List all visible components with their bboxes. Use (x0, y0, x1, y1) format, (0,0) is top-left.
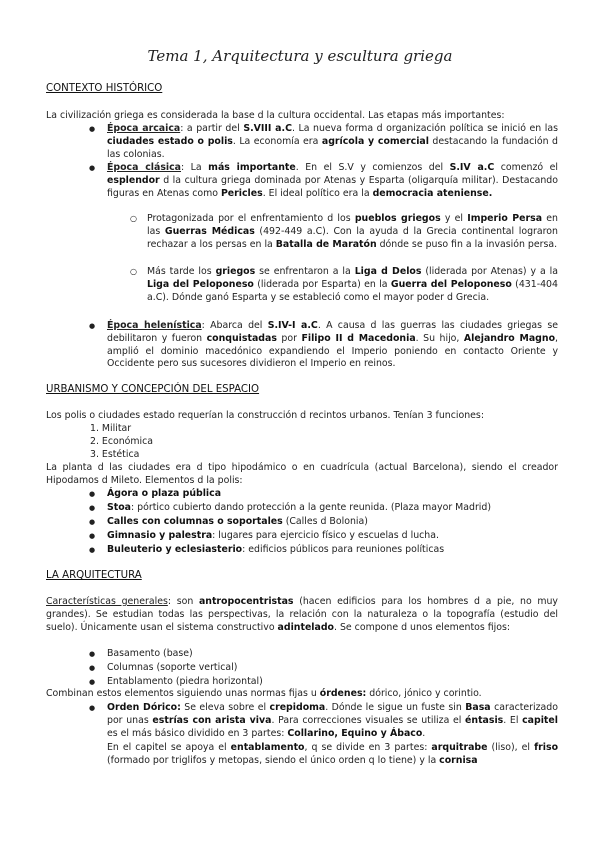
section-heading-contexto: CONTEXTO HISTÓRICO (46, 83, 163, 94)
list-item-epoca-helenistica: ● Época helenística: Abarca del S.IV-I a.C. A causa d las guerras las ciudades griegas se debilitaron y fueron conquistadas por Filipo II d Macedonia. Su hijo, Alejandro Magno, amplió el dominio macedónico expandiendo el Imperio poniendo en contacto Oriente y Occidente pero sus sucesores dividieron el Imperio en reinos. (107, 320, 558, 371)
page-title: Tema 1, Arquitectura y escultura griega (147, 47, 453, 65)
list-item-epoca-arcaica: ● Época arcaica: a partir del S.VIII a.C. La nueva forma d organización política se inició en las ciudades estado o polis. La economía era agrícola y comercial destacando la fundación d las colonias. (107, 123, 558, 161)
section-heading-urbanismo: URBANISMO Y CONCEPCIÓN DEL ESPACIO (46, 384, 260, 395)
sub-item-guerras-medicas: ○ Protagonizada por el enfrentamiento d los pueblos griegos y el Imperio Persa en las Guerras Médicas (492-449 a.C). Con la ayuda d la Grecia continental lograron rechazar a los persas en la Batalla de Maratón dónde se puso fin a la invasión persa. (147, 213, 558, 251)
urbanismo-intro: Los polis o ciudades estado requerían la construcción d recintos urbanos. Tenían 3 funciones: (46, 410, 484, 421)
list-item-calles: ● Calles con columnas o soportales (Calles d Bolonia) (107, 516, 558, 529)
numbered-item-3: 3. Estética (90, 449, 140, 460)
list-item-orden-dorico: ● Orden Dórico: Se eleva sobre el crepidoma. Dónde le sigue un fuste sin Basa caracterizado por unas estrías con arista viva. Para correcciones visuales se utiliza el éntasis. El capitel es el más básico dividido en 3 partes: Collarino, Equino y Ábaco. (107, 702, 558, 740)
numbered-item-2: 2. Económica (90, 436, 154, 447)
list-item-buleuterio: ● Buleuterio y eclesiasterio: edificios públicos para reuniones políticas (107, 544, 558, 557)
numbered-item-1: 1. Militar (90, 423, 132, 434)
section-heading-arquitectura: LA ARQUITECTURA (46, 570, 142, 581)
arquitectura-caracteristicas: Características generales: son antropocentristas (hacen edificios para los hombres d a pie, no muy grandes). Se estudian todas las perspectivas, la relación con la naturaleza o la topografía (estudio del suelo). Únicamente usan el sistema constructivo adintelado. Se compone d unos elementos fijos: (46, 596, 558, 633)
list-item-basamento: ● Basamento (base) (107, 648, 558, 661)
arquitectura-ordenes: Combinan estos elementos siguiendo unas normas fijas u órdenes: dórico, jónico y corintio. (46, 688, 482, 699)
list-item-agora: ● Ágora o plaza pública (107, 488, 558, 501)
list-item-epoca-clasica: ● Época clásica: La más importante. En el S.V y comienzos del S.IV a.C comenzó el esplendor d la cultura griega dominada por Atenas y Esparta (oligarquía militar). Destacando figuras en Atenas como Pericles. El ideal político era la democracia ateniense. (107, 162, 558, 200)
list-item-gimnasio: ● Gimnasio y palestra: lugares para ejercicio físico y escuelas d lucha. (107, 530, 558, 543)
list-item-columnas: ● Columnas (soporte vertical) (107, 662, 558, 675)
orden-dorico-entablamento: En el capitel se apoya el entablamento, q se divide en 3 partes: arquitrabe (liso), el friso (formado por triglifos y metopas, siendo el único orden q lo tiene) y la cornisa (107, 742, 559, 766)
contexto-intro: La civilización griega es considerada la base d la cultura occidental. Las etapas más importantes: (46, 110, 505, 121)
list-item-entablamento: ● Entablamento (piedra horizontal) (107, 676, 558, 689)
urbanismo-planta: La planta d las ciudades era d tipo hipodámico o en cuadrícula (actual Barcelona), siendo el creador Hipodamos d Mileto. Elementos d la polis: (46, 462, 558, 486)
list-item-stoa: ● Stoa: pórtico cubierto dando protección a la gente reunida. (Plaza mayor Madrid) (107, 502, 558, 515)
sub-item-guerra-peloponeso: ○ Más tarde los griegos se enfrentaron a la Liga d Delos (liderada por Atenas) y a la Liga del Peloponeso (liderada por Esparta) en la Guerra del Peloponeso (431-404 a.C). Dónde ganó Esparta y se estableció como el mayor poder d Grecia. (147, 266, 558, 304)
